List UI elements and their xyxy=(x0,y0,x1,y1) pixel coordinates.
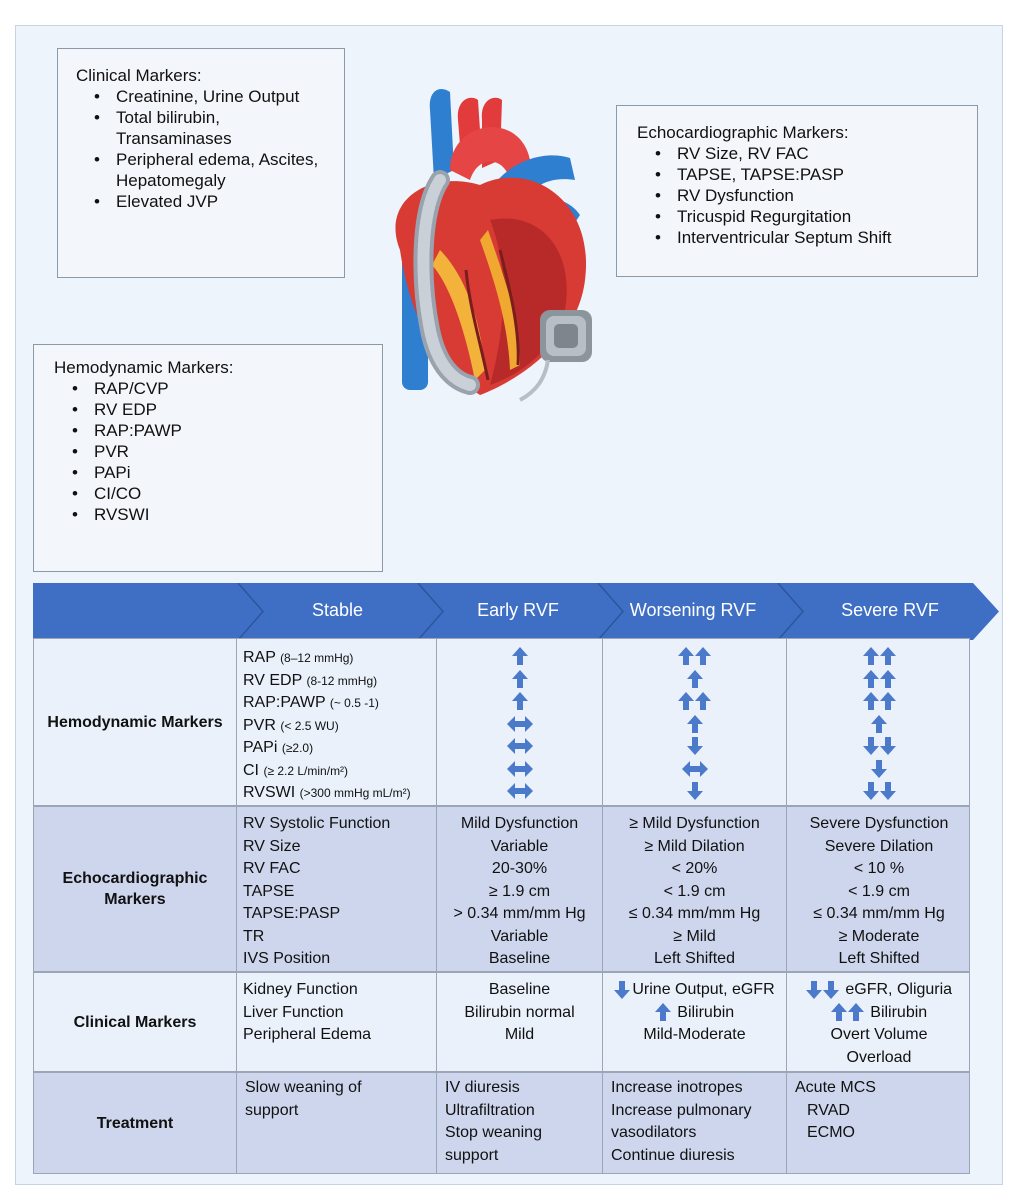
echo-markers-box xyxy=(616,105,978,277)
double-up-arrow-icon xyxy=(603,645,786,668)
double-up-arrow-icon xyxy=(787,668,971,691)
clinical-marker-item: • Creatinine, Urine Output xyxy=(116,86,334,107)
param-name: CI xyxy=(243,761,259,779)
cell-value: Left Shifted xyxy=(654,950,735,967)
staging-table xyxy=(33,638,970,1175)
cell-value-line xyxy=(603,979,786,1002)
cell-value: ≤ 0.34 mm/mm Hg xyxy=(628,905,761,922)
cell-value: ≥ Mild Dilation xyxy=(644,837,745,855)
left-right-arrow-icon xyxy=(437,713,602,736)
clinical-row xyxy=(33,972,970,1072)
param-line xyxy=(243,737,436,760)
cell-value: ECMO xyxy=(807,1124,855,1141)
cell-value: < 1.9 cm xyxy=(848,882,910,900)
param-line xyxy=(243,760,436,783)
cell-value-line xyxy=(603,1002,786,1025)
up-arrow-icon xyxy=(437,690,602,713)
clinical-marker-item: • Peripheral edema, Ascites, Hepatomegaly xyxy=(116,149,334,191)
cell-value: support xyxy=(445,1146,499,1164)
hemodynamic-params-cell xyxy=(236,639,436,805)
left-right-arrow-icon xyxy=(603,758,786,781)
param-line xyxy=(243,715,436,738)
cell-value: ≥ Moderate xyxy=(838,927,920,945)
double-up-arrow-icon xyxy=(603,690,786,713)
cell-value: Severe Dilation xyxy=(824,837,934,855)
param-range: (≥2.0) xyxy=(281,741,314,755)
param-name: PAPi xyxy=(243,739,278,756)
clinical-markers-box xyxy=(57,48,345,278)
double-down-arrow-icon xyxy=(806,981,839,999)
cell-value: Variable xyxy=(490,927,549,945)
hemodynamic-row xyxy=(33,638,970,806)
hemodynamic-marker-item: • RVSWI xyxy=(94,504,372,525)
cell-value: Mild-Moderate xyxy=(643,1026,746,1043)
hemodynamic-markers-box xyxy=(33,344,383,572)
cell-value: Severe Dysfunction xyxy=(809,815,949,832)
row-header: Clinical Markers xyxy=(73,1013,197,1031)
param-name: RV EDP xyxy=(243,671,302,689)
hemodynamic-marker-item: • CI/CO xyxy=(94,483,372,504)
cell-value: support xyxy=(245,1101,299,1119)
up-arrow-icon xyxy=(603,668,786,691)
param-range: (~ 0.5 -1) xyxy=(329,696,379,710)
heart-lvad-illustration xyxy=(370,80,600,410)
worsening-arrows-cell xyxy=(602,639,786,805)
row-header: Treatment xyxy=(96,1114,174,1132)
row-header: Hemodynamic Markers xyxy=(47,713,223,731)
param-range: (8-12 mmHg) xyxy=(306,673,378,688)
cell-value: RVAD xyxy=(807,1101,850,1119)
param-line xyxy=(243,647,436,670)
cell-value: IV diuresis xyxy=(445,1079,520,1096)
echo-marker-item: • Interventricular Septum Shift xyxy=(677,227,967,248)
clinical-markers-list xyxy=(76,86,334,212)
double-down-arrow-icon xyxy=(787,735,971,758)
up-arrow-icon xyxy=(437,668,602,691)
echo-params-cell xyxy=(236,807,436,971)
severe-arrows-cell xyxy=(786,639,971,805)
param-name: IVS Position xyxy=(243,950,331,967)
hemodynamic-markers-list xyxy=(54,378,372,525)
param-range: (8–12 mmHg) xyxy=(280,651,354,665)
cell-value: Bilirubin normal xyxy=(464,1003,575,1021)
cell-value: ≥ Mild Dysfunction xyxy=(629,815,760,832)
cell-value-line xyxy=(787,979,971,1002)
cell-value: Increase inotropes xyxy=(611,1079,743,1096)
down-arrow-icon xyxy=(603,780,786,803)
up-arrow-icon xyxy=(437,645,602,668)
treatment-worsening-cell xyxy=(602,1073,786,1173)
clinical-marker-item: • Elevated JVP xyxy=(116,191,334,212)
param-name: Kidney Function xyxy=(243,981,358,998)
up-arrow-icon xyxy=(603,713,786,736)
param-line xyxy=(243,692,436,715)
clinical-worsening-cell xyxy=(602,973,786,1071)
cell-value: Baseline xyxy=(488,950,551,967)
echo-row xyxy=(33,806,970,972)
left-right-arrow-icon xyxy=(437,735,602,758)
cell-value: Mild Dysfunction xyxy=(460,815,579,832)
cell-value: Urine Output, eGFR xyxy=(632,981,775,998)
hemodynamic-marker-item: • PAPi xyxy=(94,462,372,483)
echo-markers-title: Echocardiographic Markers: xyxy=(637,123,849,142)
treatment-early-cell xyxy=(436,1073,602,1173)
double-up-arrow-icon xyxy=(787,645,971,668)
cell-value: Variable xyxy=(490,837,549,855)
row-header-line: Markers xyxy=(104,891,166,908)
param-name: PVR xyxy=(243,716,276,734)
cell-value: Bilirubin xyxy=(677,1003,735,1021)
clinical-severe-cell xyxy=(786,973,971,1071)
stage-stable-label: Stable xyxy=(311,600,364,620)
cell-value: Ultrafiltration xyxy=(445,1101,535,1119)
early-arrows-cell xyxy=(436,639,602,805)
cell-value: Continue diuresis xyxy=(611,1146,735,1164)
hemodynamic-marker-item: • PVR xyxy=(94,441,372,462)
cell-value: Stop weaning xyxy=(445,1124,542,1141)
left-right-arrow-icon xyxy=(437,758,602,781)
param-name: TAPSE xyxy=(243,882,295,900)
cell-value: < 1.9 cm xyxy=(663,882,726,900)
down-arrow-icon xyxy=(603,735,786,758)
cell-value: Baseline xyxy=(488,981,551,998)
double-up-arrow-icon xyxy=(831,1003,864,1021)
cell-value: ≥ Mild xyxy=(673,927,716,945)
param-name: TAPSE:PASP xyxy=(243,905,341,922)
echo-marker-item: • RV Size, RV FAC xyxy=(677,143,967,164)
cell-value: Overt Volume xyxy=(830,1026,928,1043)
echo-marker-item: • RV Dysfunction xyxy=(677,185,967,206)
cell-value: Acute MCS xyxy=(795,1079,876,1096)
double-up-arrow-icon xyxy=(787,690,971,713)
param-name: TR xyxy=(243,927,265,945)
row-header-line: Echocardiographic xyxy=(62,870,208,887)
cell-value: Bilirubin xyxy=(870,1003,928,1021)
up-arrow-icon xyxy=(655,1003,671,1021)
stage-worsening-rvf-label: Worsening RVF xyxy=(629,600,757,620)
param-name: RV Size xyxy=(243,837,301,855)
param-range: (< 2.5 WU) xyxy=(280,718,339,733)
cell-value: ≤ 0.34 mm/mm Hg xyxy=(813,905,945,922)
param-line xyxy=(243,782,436,805)
param-name: RAP xyxy=(243,649,276,666)
param-name: RAP:PAWP xyxy=(243,694,326,711)
clinical-early-cell xyxy=(436,973,602,1071)
echo-early-cell xyxy=(436,807,602,971)
down-arrow-icon xyxy=(787,758,971,781)
cell-value: 20-30% xyxy=(491,860,548,877)
cell-value: Overload xyxy=(846,1048,912,1066)
param-name: Peripheral Edema xyxy=(243,1026,372,1043)
hemodynamic-marker-item: • RAP/CVP xyxy=(94,378,372,399)
clinical-markers-title: Clinical Markers: xyxy=(76,66,202,85)
cell-value: Slow weaning of xyxy=(245,1079,362,1096)
stage-severe-rvf-label: Severe RVF xyxy=(841,600,939,620)
cell-value: Left Shifted xyxy=(838,950,920,967)
stage-early-rvf-label: Early RVF xyxy=(477,600,559,620)
param-line xyxy=(243,670,436,693)
cell-value-line xyxy=(787,1002,971,1025)
param-name: Liver Function xyxy=(243,1003,344,1021)
hemodynamic-marker-item: • RV EDP xyxy=(94,399,372,420)
echo-marker-item: • TAPSE, TAPSE:PASP xyxy=(677,164,967,185)
hemodynamic-marker-item: • RAP:PAWP xyxy=(94,420,372,441)
echo-markers-list xyxy=(637,143,967,248)
hemodynamic-markers-title: Hemodynamic Markers: xyxy=(54,358,234,377)
cell-value: eGFR, Oliguria xyxy=(845,981,953,998)
cell-value: Mild xyxy=(504,1026,535,1043)
cell-value: < 20% xyxy=(671,860,718,877)
echo-severe-cell xyxy=(786,807,971,971)
treatment-row xyxy=(33,1072,970,1174)
param-range: (>300 mmHg mL/m²) xyxy=(299,786,411,800)
up-arrow-icon xyxy=(787,713,971,736)
param-name: RVSWI xyxy=(243,784,296,801)
treatment-stable-cell xyxy=(236,1073,436,1173)
param-name: RV FAC xyxy=(243,860,301,877)
cell-value: Increase pulmonary xyxy=(611,1101,752,1119)
down-arrow-icon xyxy=(614,981,630,999)
double-down-arrow-icon xyxy=(787,780,971,803)
clinical-marker-item: • Total bilirubin, Transaminases xyxy=(116,107,334,149)
clinical-params-cell xyxy=(236,973,436,1071)
echo-marker-item: • Tricuspid Regurgitation xyxy=(677,206,967,227)
cell-value: < 10 % xyxy=(853,860,905,877)
echo-worsening-cell xyxy=(602,807,786,971)
row-header xyxy=(34,807,236,971)
cell-value: ≥ 1.9 cm xyxy=(488,882,551,900)
left-right-arrow-icon xyxy=(437,780,602,803)
cell-value: vasodilators xyxy=(611,1124,697,1141)
param-range: (≥ 2.2 L/min/m²) xyxy=(263,763,349,778)
treatment-severe-cell xyxy=(786,1073,971,1173)
cell-value: > 0.34 mm/mm Hg xyxy=(453,905,586,922)
param-name: RV Systolic Function xyxy=(243,815,391,832)
